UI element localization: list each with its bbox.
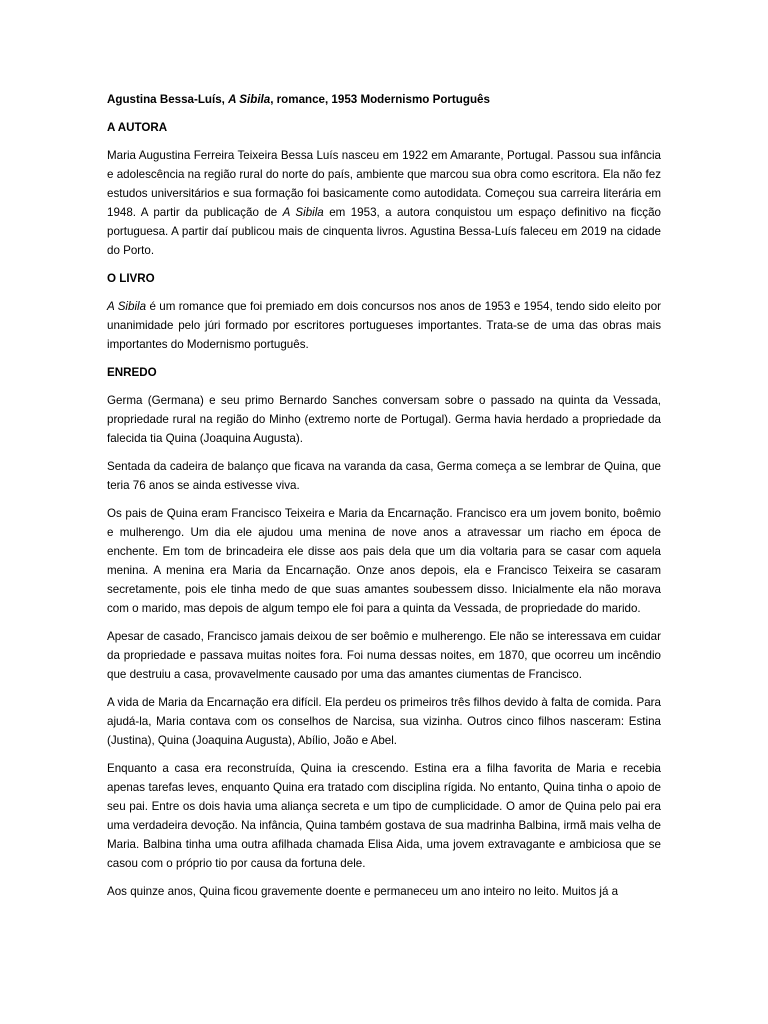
section-heading-autora: A AUTORA xyxy=(107,121,168,134)
enredo-paragraph-3: Os pais de Quina eram Francisco Teixeira e Maria da Encarnação. Francisco era um jovem bonito, boêmio e mulherengo. Um dia ele ajudou uma menina de nove anos a atravessar um riacho em época de enchente. Em tom de brincadeira ele disse aos pais dela que um dia voltaria para se casar com aquela menina. A menina era Maria da Encarnação. Onze anos depois, ela e Francisco Teixeira se casaram secretamente, pois ele tinha medo de que suas amantes soubessem disso. Inicialmente ela não morava com o marido, mas depois de algum tempo ele foi para a quinta da Vessada, de propriedade do marido. xyxy=(107,507,661,615)
enredo-paragraph-5: A vida de Maria da Encarnação era difícil. Ela perdeu os primeiros três filhos devido à falta de comida. Para ajudá-la, Maria contava com os conselhos de Narcisa, sua vizinha. Outros cinco filhos nasceram: Estina (Justina), Quina (Joaquina Augusta), Abílio, João e Abel. xyxy=(107,696,661,747)
enredo-paragraph-6: Enquanto a casa era reconstruída, Quina ia crescendo. Estina era a filha favorita de Maria e recebia apenas tarefas leves, enquanto Quina era tratado com disciplina rígida. No entanto, Quina tinha o apoio de seu pai. Entre os dois havia uma aliança secreta e um tipo de cumplicidade. O amor de Quina pelo pai era uma verdadeira devoção. Na infância, Quina também gostava de sua madrinha Balbina, irmã mais velha de Maria. Balbina tinha uma outra afilhada chamada Elisa Aida, uma jovem extravagante e ambiciosa que se casou com o próprio tio por causa da fortuna dele. xyxy=(107,762,661,870)
title-details: , romance, 1953 Modernismo Português xyxy=(270,93,490,106)
enredo-paragraph-1: Germa (Germana) e seu primo Bernardo Sanches conversam sobre o passado na quinta da Vessada, propriedade rural na região do Minho (extremo norte de Portugal). Germa havia herdado a propriedade da falecida tia Quina (Joaquina Augusta). xyxy=(107,394,661,445)
enredo-paragraph-2: Sentada da cadeira de balanço que ficava na varanda da casa, Germa começa a se lembrar de Quina, que teria 76 anos se ainda estivesse viva. xyxy=(107,460,661,492)
document-body xyxy=(107,90,661,901)
livro-paragraph xyxy=(107,297,661,354)
enredo-paragraph-7: Aos quinze anos, Quina ficou gravemente doente e permaneceu um ano inteiro no leito. Muitos já a xyxy=(107,885,619,898)
title-author: Agustina Bessa-Luís, xyxy=(107,93,229,106)
enredo-paragraph-4: Apesar de casado, Francisco jamais deixou de ser boêmio e mulherengo. Ele não se interessava em cuidar da propriedade e passava muitas noites fora. Foi numa dessas noites, em 1870, que ocorreu um incêndio que destruiu a casa, provavelmente causado por uma das amantes ciumentas de Francisco. xyxy=(107,630,661,681)
autora-book-title: A Sibila xyxy=(282,206,324,219)
livro-book-title: A Sibila xyxy=(107,300,147,313)
section-heading-livro: O LIVRO xyxy=(107,272,155,285)
title-book: A Sibila xyxy=(228,93,271,106)
document-title xyxy=(107,90,661,109)
section-heading-enredo: ENREDO xyxy=(107,366,157,379)
autora-text-2: em 1953, a autora conquistou um espaço definitivo na ficção portuguesa. A partir daí publicou mais de cinquenta livros. Agustina Bessa-Luís faleceu em 2019 na cidade do Porto. xyxy=(107,206,661,257)
livro-text: é um romance que foi premiado em dois concursos nos anos de 1953 e 1954, tendo sido eleito por unanimidade pelo júri formado por escritores portugueses importantes. Trata-se de uma das obras mais importantes do Modernismo português. xyxy=(107,300,662,351)
autora-paragraph xyxy=(107,146,661,260)
autora-text-1: Maria Augustina Ferreira Teixeira Bessa Luís nasceu em 1922 em Amarante, Portugal. Passou sua infância e adolescência na região rural do norte do país, ambiente que marcou sua obra como escritora. Ela não fez estudos universitários e sua formação foi basicamente como autodidata. Começou sua carreira literária em 1948. A partir da publicação de xyxy=(107,149,661,219)
